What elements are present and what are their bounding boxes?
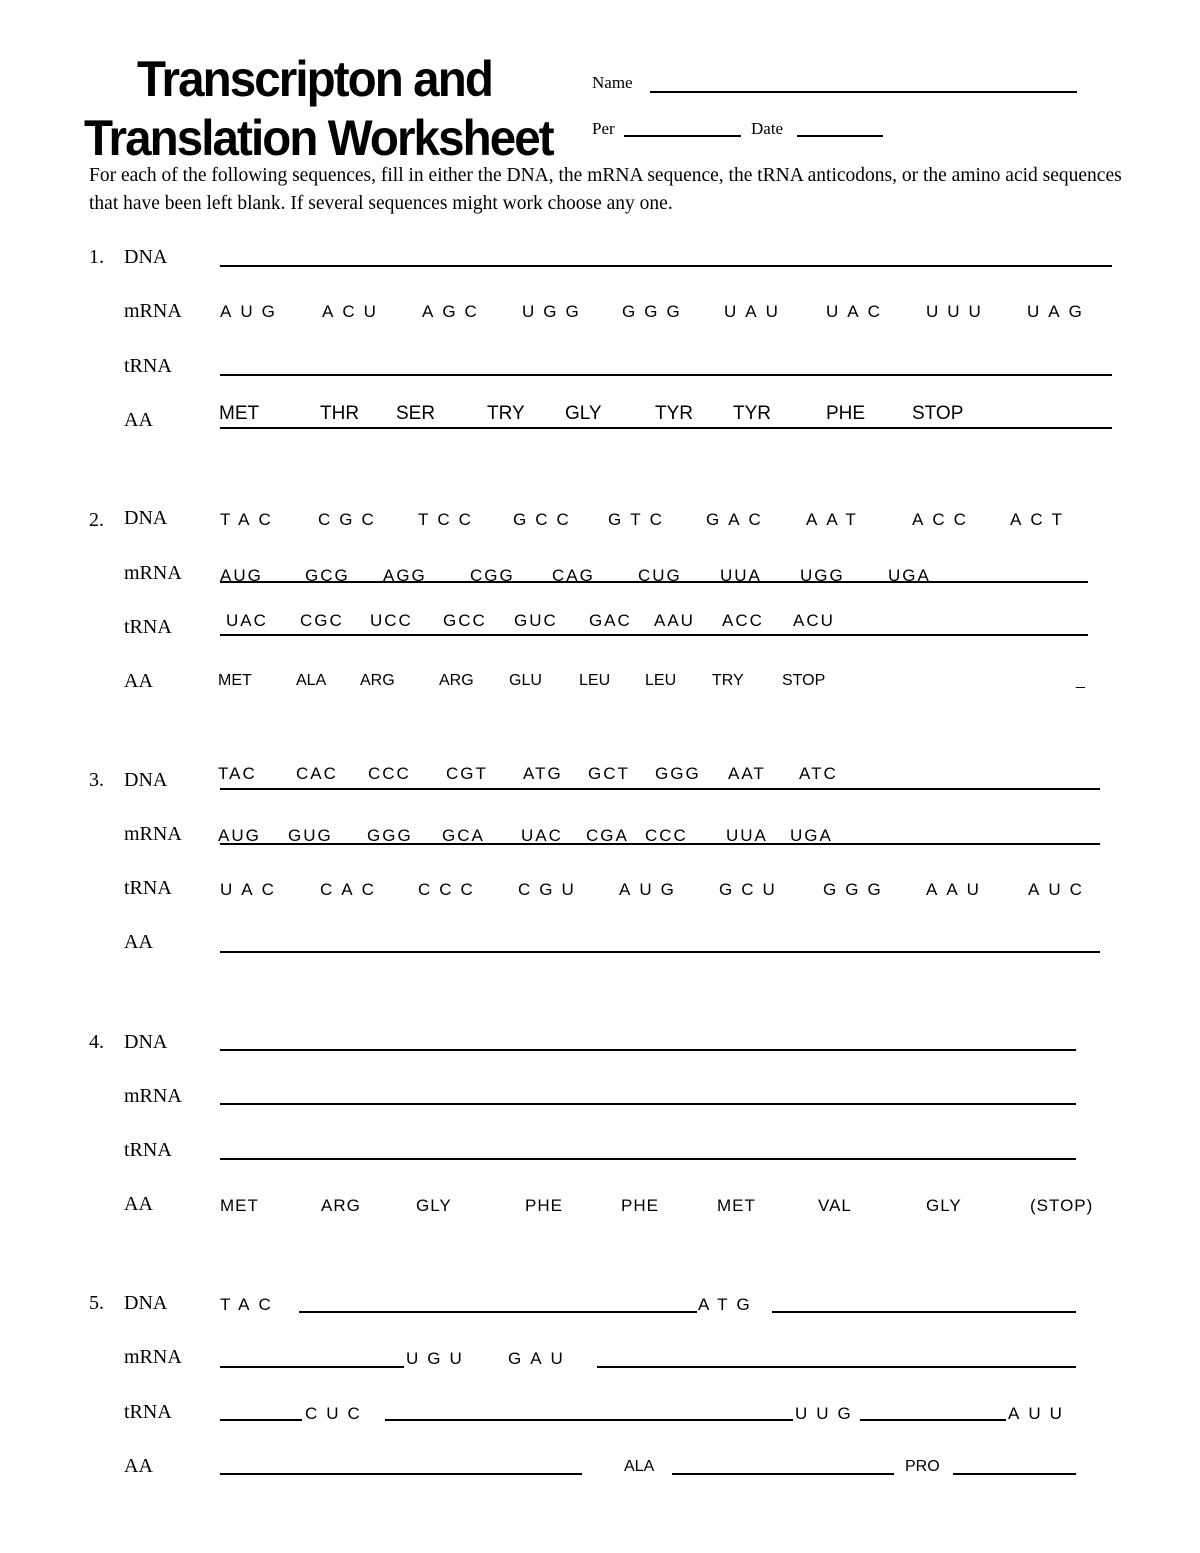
dna-answer-line[interactable] bbox=[220, 1049, 1076, 1051]
trna-anticodon: UAC bbox=[226, 611, 268, 630]
amino-acid: LEU bbox=[579, 672, 611, 689]
dna-codon: GAC bbox=[706, 510, 770, 529]
mrna-codon: UAG bbox=[1027, 302, 1091, 321]
dna-answer-line[interactable] bbox=[772, 1311, 1076, 1313]
date-field[interactable] bbox=[797, 135, 883, 137]
dna-codon: AAT bbox=[728, 764, 766, 783]
problem-number: 2. bbox=[89, 509, 104, 531]
mrna-codon: GGG bbox=[622, 302, 689, 321]
mrna-codon: AUG bbox=[218, 826, 261, 845]
dna-codon: ACT bbox=[1010, 510, 1071, 529]
dna-codon: TAC bbox=[220, 1295, 280, 1314]
amino-acid: ALA bbox=[296, 672, 327, 689]
trna-anticodon: UAC bbox=[220, 880, 283, 899]
mrna-codon: CUG bbox=[638, 566, 682, 585]
trna-answer-line[interactable] bbox=[860, 1419, 1006, 1421]
dna-codon: ATC bbox=[799, 764, 838, 783]
trna-anticodon: CAC bbox=[320, 880, 383, 899]
dna-label: DNA bbox=[124, 769, 168, 791]
mrna-codon: GUG bbox=[288, 826, 333, 845]
trna-anticodon: AAU bbox=[654, 611, 695, 630]
mrna-codon: ACU bbox=[322, 302, 385, 321]
trna-label: tRNA bbox=[124, 355, 172, 377]
trna-anticodon: ACU bbox=[793, 611, 835, 630]
mrna-answer-line[interactable] bbox=[220, 581, 1088, 583]
mrna-codon: UUA bbox=[720, 566, 762, 585]
aa-line bbox=[220, 427, 1112, 429]
amino-acid: SER bbox=[396, 403, 436, 424]
name-label: Name bbox=[592, 73, 633, 92]
dna-codon: ATG bbox=[523, 764, 563, 783]
mrna-codon: AUG bbox=[220, 566, 263, 585]
mrna-codon: GCG bbox=[305, 566, 350, 585]
trna-answer-line[interactable] bbox=[220, 1419, 302, 1421]
aa-label: AA bbox=[124, 1193, 153, 1215]
aa-answer-line[interactable] bbox=[220, 1473, 582, 1475]
trna-anticodon: GUC bbox=[514, 611, 558, 630]
dna-codon: AAT bbox=[806, 510, 865, 529]
problem-number: 1. bbox=[89, 246, 104, 268]
aa-label: AA bbox=[124, 931, 153, 953]
aa-label: AA bbox=[124, 409, 153, 431]
amino-acid: TYR bbox=[733, 403, 771, 424]
amino-acid: STOP bbox=[912, 403, 964, 424]
mrna-label: mRNA bbox=[124, 300, 182, 322]
trna-anticodon: CGC bbox=[300, 611, 344, 630]
trna-anticodon: GAC bbox=[589, 611, 632, 630]
trna-anticodon: AUG bbox=[619, 880, 683, 899]
dna-answer-line[interactable] bbox=[220, 265, 1112, 267]
trna-anticodon: CGU bbox=[518, 880, 583, 899]
trna-label: tRNA bbox=[124, 877, 172, 899]
trna-anticodon: AAU bbox=[926, 880, 988, 899]
mrna-codon: CGA bbox=[586, 826, 629, 845]
dna-label: DNA bbox=[124, 1292, 168, 1314]
mrna-codon: CCC bbox=[645, 826, 688, 845]
mrna-codon: CAG bbox=[552, 566, 595, 585]
amino-acid: PHE bbox=[525, 1196, 563, 1215]
trna-anticodon: AUC bbox=[1028, 880, 1091, 899]
mrna-codon: UAC bbox=[826, 302, 889, 321]
mrna-codon: AGG bbox=[383, 566, 427, 585]
problem-number: 4. bbox=[89, 1031, 104, 1053]
period-field[interactable] bbox=[624, 135, 741, 137]
trna-label: tRNA bbox=[124, 1401, 172, 1423]
dna-codon: CAC bbox=[296, 764, 338, 783]
amino-acid: VAL bbox=[818, 1196, 852, 1215]
per-label: Per bbox=[592, 119, 615, 138]
amino-acid: TRY bbox=[712, 672, 744, 689]
mrna-label: mRNA bbox=[124, 1085, 182, 1107]
amino-acid: ARG bbox=[321, 1196, 361, 1215]
dna-answer-line[interactable] bbox=[299, 1311, 697, 1313]
trna-anticodon: UUG bbox=[795, 1404, 860, 1423]
mrna-codon: GAU bbox=[508, 1349, 572, 1368]
mrna-codon: UUU bbox=[926, 302, 990, 321]
worksheet-title-line2: Translation Worksheet bbox=[84, 110, 553, 166]
dna-codon: CGC bbox=[318, 510, 383, 529]
mrna-codon: UUA bbox=[726, 826, 768, 845]
mrna-answer-line[interactable] bbox=[220, 1366, 404, 1368]
trna-answer-line[interactable] bbox=[220, 1158, 1076, 1160]
mrna-codon: UGG bbox=[522, 302, 588, 321]
amino-acid: ARG bbox=[439, 672, 474, 689]
mrna-label: mRNA bbox=[124, 823, 182, 845]
amino-acid: STOP bbox=[782, 672, 826, 689]
aa-label: AA bbox=[124, 670, 153, 692]
amino-acid: (STOP) bbox=[1030, 1196, 1094, 1215]
amino-acid: ALA bbox=[624, 1458, 655, 1475]
amino-acid: TRY bbox=[487, 403, 525, 424]
dna-codon: TAC bbox=[220, 510, 280, 529]
amino-acid: MET bbox=[218, 672, 252, 689]
mrna-answer-line[interactable] bbox=[597, 1366, 1076, 1368]
mrna-codon: UGU bbox=[406, 1349, 471, 1368]
dna-label: DNA bbox=[124, 246, 168, 268]
trna-anticodon: CUC bbox=[305, 1404, 369, 1423]
dna-label: DNA bbox=[124, 507, 168, 529]
problem-number: 3. bbox=[89, 769, 104, 791]
trna-anticodon: GCC bbox=[443, 611, 487, 630]
amino-acid: PRO bbox=[905, 1458, 940, 1475]
dna-codon: TAC bbox=[218, 764, 257, 783]
amino-acid: PHE bbox=[621, 1196, 659, 1215]
dna-codon: CGT bbox=[446, 764, 488, 783]
trna-label: tRNA bbox=[124, 1139, 172, 1161]
amino-acid: TYR bbox=[655, 403, 693, 424]
instructions: For each of the following sequences, fill in either the DNA, the mRNA sequence, the tRNA anticodons, or the amino acid sequences that have been left blank. If several sequences might work choose any one. bbox=[89, 165, 1122, 214]
trna-answer-line[interactable] bbox=[385, 1419, 793, 1421]
trna-anticodon: UCC bbox=[370, 611, 413, 630]
mrna-answer-line[interactable] bbox=[220, 1103, 1076, 1105]
dna-codon: GCT bbox=[588, 764, 630, 783]
trna-anticodon: GGG bbox=[823, 880, 890, 899]
mrna-codon: GGG bbox=[367, 826, 413, 845]
mrna-codon: UGG bbox=[800, 566, 845, 585]
aa-label: AA bbox=[124, 1455, 153, 1477]
dna-codon: GTC bbox=[608, 510, 671, 529]
dna-codon: ACC bbox=[912, 510, 975, 529]
mrna-label: mRNA bbox=[124, 562, 182, 584]
amino-acid: LEU bbox=[645, 672, 677, 689]
mrna-codon: GCA bbox=[442, 826, 485, 845]
amino-acid: MET bbox=[219, 403, 260, 424]
mrna-codon: UGA bbox=[888, 566, 931, 585]
dna-codon: TCC bbox=[418, 510, 480, 529]
mrna-codon: AGC bbox=[422, 302, 486, 321]
amino-acid: MET bbox=[717, 1196, 756, 1215]
dna-codon: CCC bbox=[368, 764, 411, 783]
problem-number: 5. bbox=[89, 1292, 104, 1314]
mrna-codon: UAU bbox=[724, 302, 787, 321]
amino-acid: PHE bbox=[826, 403, 866, 424]
amino-acid: THR bbox=[320, 403, 360, 424]
mrna-codon: AUG bbox=[220, 302, 284, 321]
amino-acid: GLY bbox=[416, 1196, 452, 1215]
amino-acid: GLU bbox=[509, 672, 542, 689]
aa-end-mark: _ bbox=[1076, 672, 1085, 689]
amino-acid: MET bbox=[220, 1196, 259, 1215]
mrna-codon: UAC bbox=[521, 826, 563, 845]
aa-answer-line[interactable] bbox=[953, 1473, 1076, 1475]
date-label: Date bbox=[751, 119, 784, 138]
dna-codon: GCC bbox=[513, 510, 578, 529]
dna-label: DNA bbox=[124, 1031, 168, 1053]
trna-label: tRNA bbox=[124, 616, 172, 638]
trna-anticodon: CCC bbox=[418, 880, 482, 899]
amino-acid: ARG bbox=[360, 672, 395, 689]
aa-answer-line[interactable] bbox=[672, 1473, 894, 1475]
amino-acid: GLY bbox=[565, 403, 602, 424]
trna-anticodon: AUU bbox=[1008, 1404, 1071, 1423]
mrna-answer-line[interactable] bbox=[220, 843, 1100, 845]
amino-acid: GLY bbox=[926, 1196, 962, 1215]
mrna-label: mRNA bbox=[124, 1346, 182, 1368]
trna-anticodon: GCU bbox=[719, 880, 784, 899]
dna-answer-line[interactable] bbox=[220, 788, 1100, 790]
name-field[interactable] bbox=[650, 91, 1077, 93]
dna-codon: GGG bbox=[655, 764, 701, 783]
aa-answer-line[interactable] bbox=[220, 951, 1100, 953]
trna-anticodon: ACC bbox=[722, 611, 764, 630]
trna-answer-line[interactable] bbox=[220, 374, 1112, 376]
mrna-codon: CGG bbox=[470, 566, 515, 585]
trna-answer-line[interactable] bbox=[220, 634, 1088, 636]
worksheet-title-line1: Transcripton and bbox=[137, 51, 492, 107]
mrna-codon: UGA bbox=[790, 826, 833, 845]
dna-codon: ATG bbox=[698, 1295, 759, 1314]
